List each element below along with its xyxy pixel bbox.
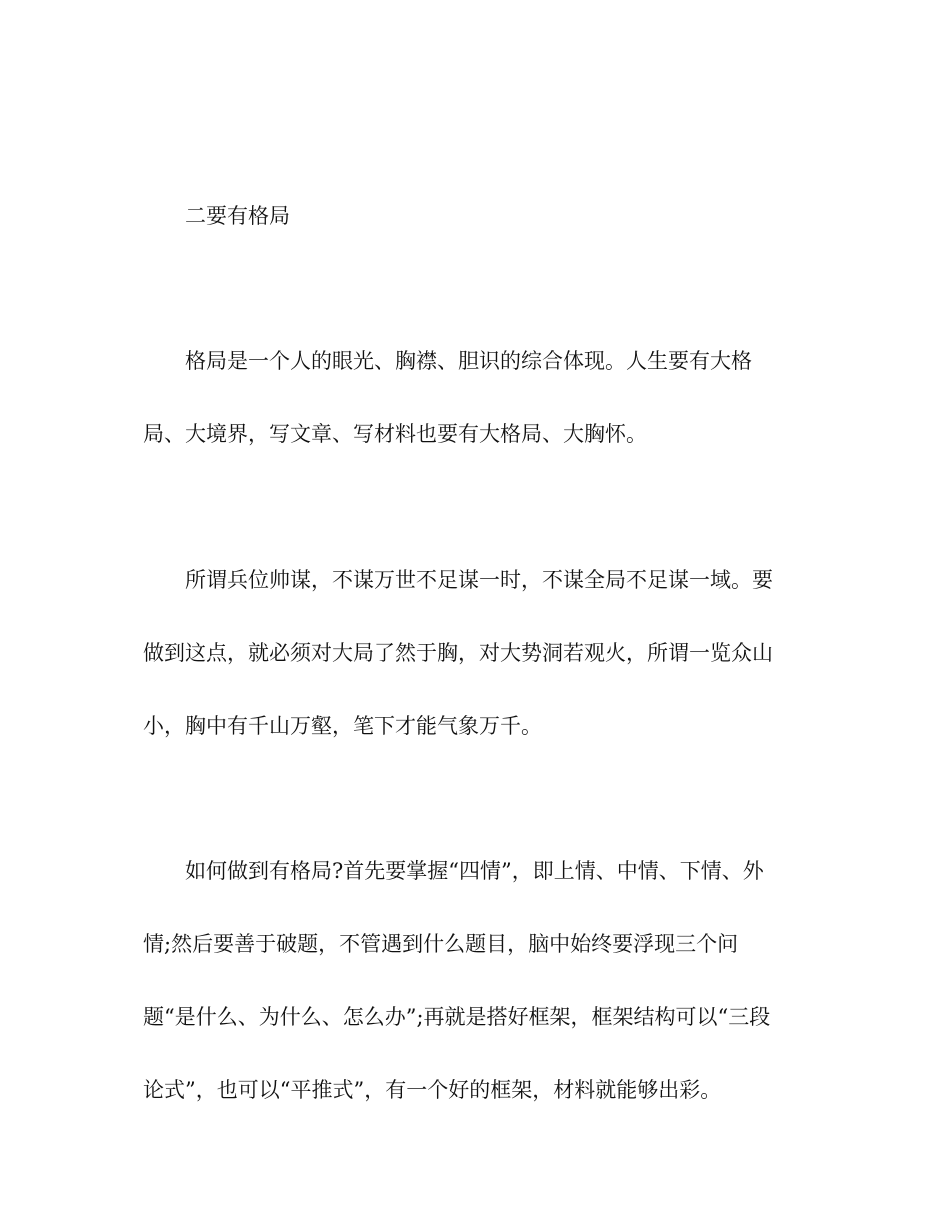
paragraph-2-line-2: 做到这点，就必须对大局了然于胸，对大势洞若观火，所谓一览众山 <box>143 641 773 665</box>
section-heading: 二要有格局 <box>185 204 290 228</box>
paragraph-1-line-2: 局、大境界，写文章、写材料也要有大格局、大胸怀。 <box>143 422 647 446</box>
paragraph-3-line-2: 情;然后要善于破题，不管遇到什么题目，脑中始终要浮现三个问 <box>143 932 739 956</box>
paragraph-2-line-3: 小，胸中有千山万壑，笔下才能气象万千。 <box>143 714 542 738</box>
paragraph-3-line-3: 题“是什么、为什么、怎么办”;再就是搭好框架，框架结构可以“三段 <box>143 1005 771 1029</box>
paragraph-3-line-4: 论式”，也可以“平推式”，有一个好的框架，材料就能够出彩。 <box>143 1078 722 1102</box>
paragraph-3-line-1: 如何做到有格局?首先要掌握“四情”，即上情、中情、下情、外 <box>185 859 764 883</box>
paragraph-1-line-1: 格局是一个人的眼光、胸襟、胆识的综合体现。人生要有大格 <box>185 349 752 373</box>
paragraph-2-line-1: 所谓兵位帅谋，不谋万世不足谋一时，不谋全局不足谋一域。要 <box>185 568 773 592</box>
